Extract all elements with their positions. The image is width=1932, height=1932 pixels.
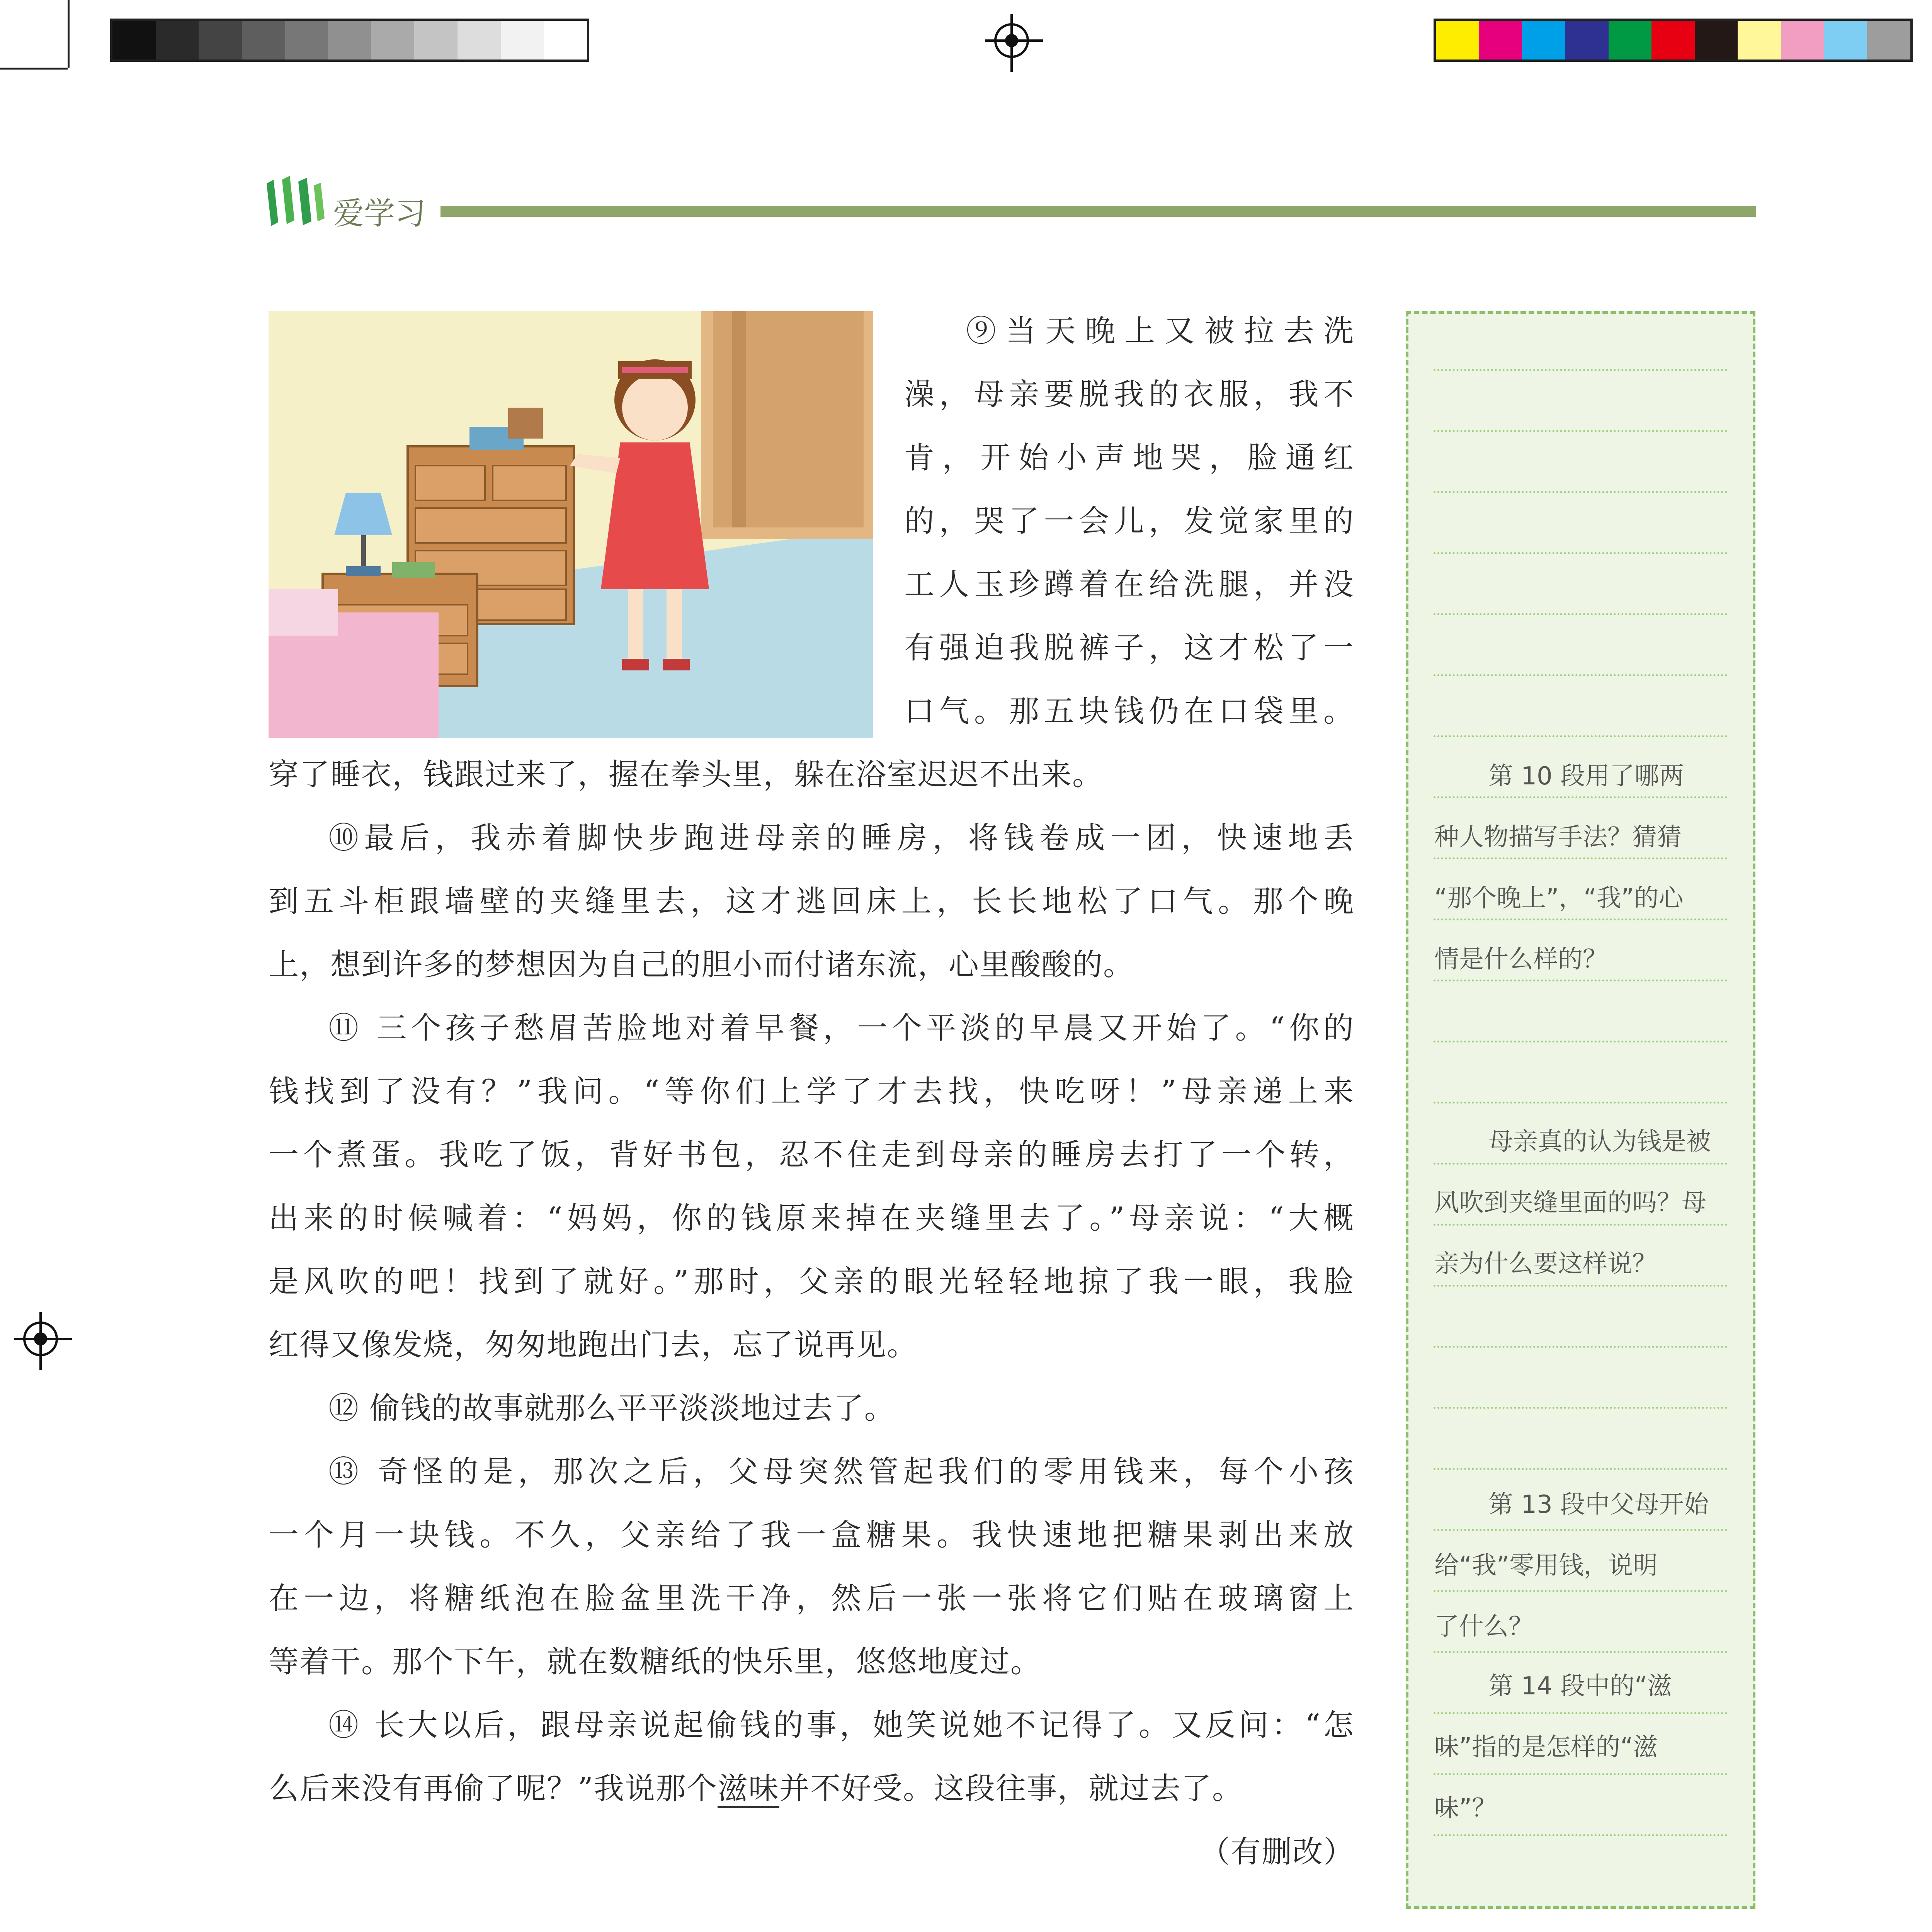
writing-line (1434, 735, 1727, 737)
text-line: 是风吹的吧！找到了就好。”那时，父亲的眼光轻轻地掠了我一眼，我脸 (269, 1264, 1354, 1299)
writing-line (1434, 1407, 1727, 1409)
book-logo-icon (267, 176, 325, 226)
text-line: ⑩最后，我赤着脚快步跑进母亲的睡房，将钱卷成一团，快速地丢 (328, 821, 1354, 855)
text-line: 工人玉珍蹲着在给洗腿，并没 (904, 567, 1354, 602)
text-line: 一个煮蛋。我吃了饭，背好书包，忍不住走到母亲的睡房去打了一个转， (269, 1138, 1354, 1172)
text-line (269, 1757, 1354, 1820)
writing-line (1434, 1102, 1727, 1104)
question-line: 味”？ (1434, 1794, 1497, 1823)
question-line: 母亲真的认为钱是被 (1488, 1128, 1711, 1156)
text-line: 钱找到了没有？”我问。“等你们上学了才去找，快吃呀！”母亲递上来 (269, 1074, 1354, 1109)
text-line: 上，想到许多的梦想因为自己的胆小而付诸东流，心里酸酸的。 (269, 947, 1134, 982)
registration-mark (994, 23, 1029, 58)
question-line: 第 13 段中父母开始 (1488, 1490, 1709, 1519)
text-line: 等着干。那个下午，就在数糖纸的快乐里，悠悠地度过。 (269, 1645, 1042, 1679)
writing-line (1434, 430, 1727, 432)
text-segment: 么后来没有再偷了呢？”我说那个 (269, 1771, 718, 1806)
text-line: 澡，母亲要脱我的衣服，我不 (904, 377, 1354, 412)
text-line: 有强迫我脱裤子，这才松了一 (904, 631, 1354, 665)
writing-line (1434, 613, 1727, 615)
writing-line (1434, 674, 1727, 676)
paragraph-9-wrapped (904, 299, 1354, 743)
header-rule (440, 206, 1756, 217)
text-line: 的，哭了一会儿，发觉家里的 (904, 504, 1354, 539)
text-line: ⑨当天晚上又被拉去洗 (966, 314, 1354, 349)
text-segment: 并不好受。这段往事，就过去了。 (779, 1771, 1243, 1806)
question-line: 第 14 段中的“滋 (1488, 1672, 1672, 1701)
writing-line (1434, 1346, 1727, 1348)
question-line: 了什么？ (1434, 1612, 1533, 1641)
writing-line (1434, 369, 1727, 371)
sidebar-question-2 (1434, 1111, 1728, 1294)
question-line: 给“我”零用钱，说明 (1434, 1551, 1658, 1580)
writing-line (1434, 491, 1727, 493)
question-line: “那个晚上”，“我”的心 (1434, 884, 1684, 913)
header-title: 爱学习 (333, 196, 426, 231)
underlined-word: 滋味 (718, 1771, 779, 1808)
story-illustration (269, 311, 873, 738)
text-line: 肯，开始小声地哭，脸通红 (904, 440, 1354, 475)
sidebar-question-4 (1434, 1656, 1728, 1839)
text-line: 红得又像发烧，匆匆地跑出门去，忘了说再见。 (269, 1328, 918, 1362)
text-line: ⑫ 偷钱的故事就那么平平淡淡地过去了。 (328, 1391, 895, 1426)
question-line: 第 10 段用了哪两 (1488, 762, 1684, 791)
text-line: ⑬ 奇怪的是，那次之后，父母突然管起我们的零用钱来，每个小孩 (328, 1454, 1354, 1489)
question-line: 情是什么样的？ (1434, 945, 1607, 974)
sidebar-question-1 (1434, 746, 1728, 990)
question-line: 种人物描写手法？猜猜 (1434, 823, 1682, 852)
text-line: 在一边，将糖纸泡在脸盆里洗干净，然后一张一张将它们贴在玻璃窗上 (269, 1581, 1354, 1616)
question-line: 味”指的是怎样的“滋 (1434, 1733, 1658, 1762)
text-line: ⑪ 三个孩子愁眉苦脸地对着早餐，一个平淡的早晨又开始了。“你的 (328, 1011, 1354, 1046)
text-line: ⑭ 长大以后，跟母亲说起偷钱的事，她笑说她不记得了。又反问：“怎 (328, 1708, 1354, 1743)
text-line: 到五斗柜跟墙壁的夹缝里去，这才逃回床上，长长地松了口气。那个晚 (269, 884, 1354, 919)
text-line: 穿了睡衣，钱跟过来了，握在拳头里，躲在浴室迟迟不出来。 (269, 757, 1104, 792)
text-line: 口气。那五块钱仍在口袋里。 (904, 694, 1354, 729)
registration-mark (23, 1321, 58, 1356)
writing-line (1434, 1468, 1727, 1470)
sidebar-question-3 (1434, 1474, 1728, 1657)
question-line: 亲为什么要这样说？ (1434, 1250, 1657, 1278)
text-line: 一个月一块钱。不久，父亲给了我一盒糖果。我快速地把糖果剥出来放 (269, 1518, 1354, 1553)
text-line: 出来的时候喊着：“妈妈，你的钱原来掉在夹缝里去了。”母亲说：“大概 (269, 1201, 1354, 1236)
crop-mark (68, 0, 70, 68)
source-note: （有删改） (1199, 1835, 1354, 1869)
writing-line (1434, 1041, 1727, 1043)
question-line: 风吹到夹缝里面的吗？母 (1434, 1189, 1706, 1217)
writing-line (1434, 552, 1727, 554)
color-bar (1434, 19, 1913, 62)
crop-mark (0, 68, 68, 70)
grayscale-bar (110, 19, 589, 62)
article-body (269, 743, 1354, 1884)
